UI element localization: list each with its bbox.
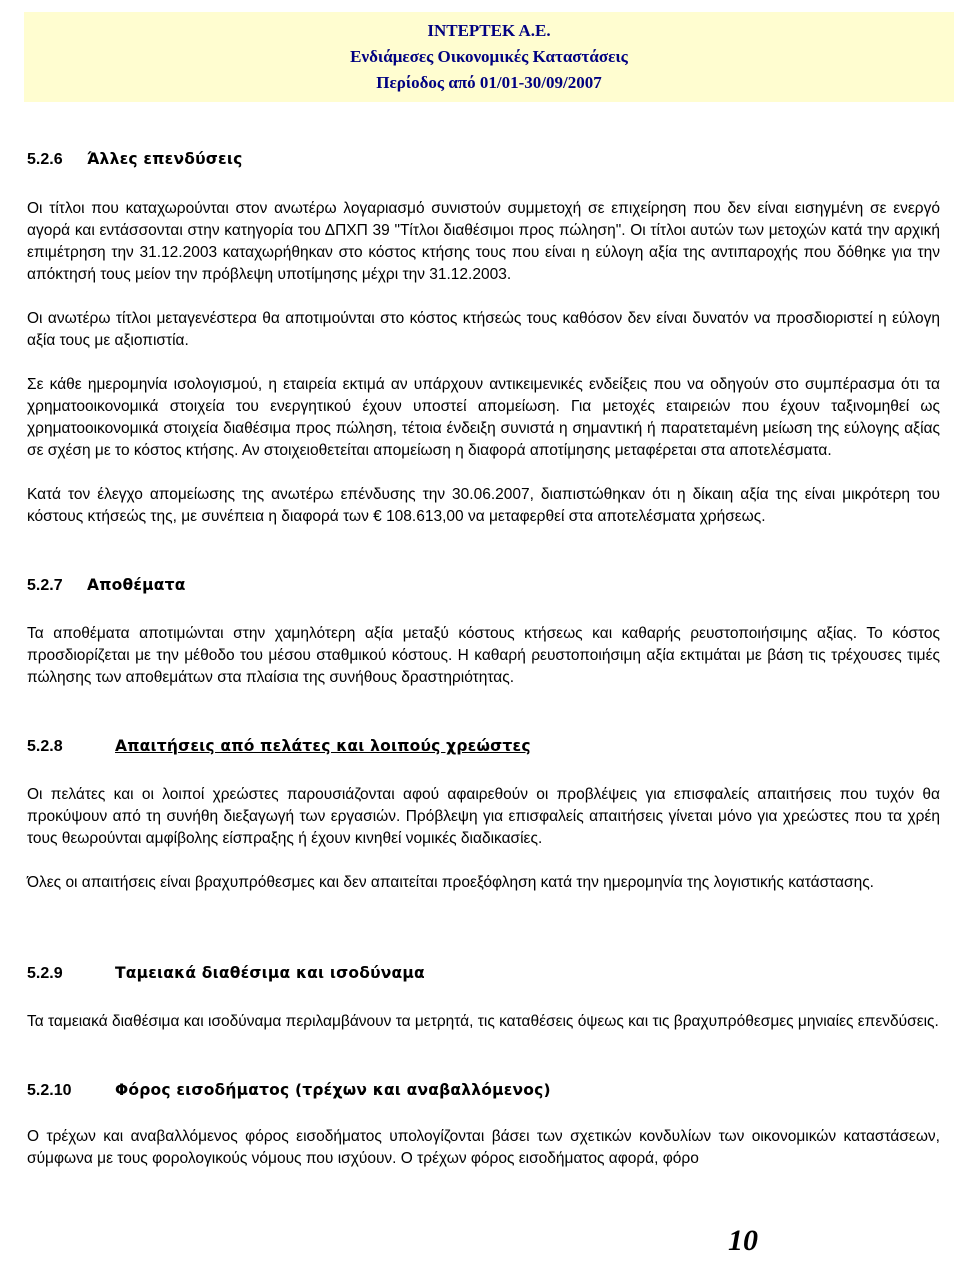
paragraph: Τα αποθέματα αποτιμώνται στην χαμηλότερη αξία μεταξύ κόστους κτήσεως και καθαρής ρευστοποιήσιμης αξίας. Το κόστος προσδιορίζεται με την μέθοδο του μέσου σταθμικού κόστους. Η καθαρή ρευστοποιήσιμη αξία εκτιμάται με βάση τις τρέχουσες τιμές πώλησης των αποθεμάτων στα πλαίσια της συνήθους δραστηριότητας.: [27, 625, 940, 686]
page-number: 10: [728, 1224, 758, 1257]
section-heading: [27, 962, 940, 985]
section-number: 5.2.10: [27, 1082, 72, 1099]
section-number: 5.2.7: [27, 577, 63, 594]
section-heading: [27, 574, 940, 597]
paragraph: Ο τρέχων και αναβαλλόμενος φόρος εισοδήματος υπολογίζονται βάσει των σχετικών κονδυλίων των οικονομικών καταστάσεων, σύμφωνα με τους φορολογικούς νόμους που ισχύουν. Ο τρέχων φόρος εισοδήματος αφορά, φόρο: [27, 1128, 940, 1167]
section-title: Άλλες επενδύσεις: [87, 150, 243, 168]
paragraph: Σε κάθε ημερομηνία ισολογισμού, η εταιρεία εκτιμά αν υπάρχουν αντικειμενικές ενδείξεις που να οδηγούν στο συμπέρασμα ότι τα χρηματοοικονομικά στοιχεία του ενεργητικού έχουν υποστεί απομείωση. Για μετοχές εταιρειών που έχουν ταξινομηθεί ως χρηματοοικονομικά στοιχεία διαθέσιμα προς πώληση, τέτοια ένδειξη συνιστά η σημαντική ή παρατεταμένη μείωση της εύλογης αξίας σε σχέση με το κόστος κτήσης. Αν στοιχειοθετείται απομείωση η διαφορά αποτίμησης μεταφέρεται στα αποτελέσματα.: [27, 376, 940, 459]
period-label: Περίοδος από 01/01-30/09/2007: [376, 73, 602, 92]
section-title: Αποθέματα: [87, 576, 186, 594]
paragraph: Οι ανωτέρω τίτλοι μεταγενέστερα θα αποτιμούνται στο κόστος κτήσεώς τους καθόσον δεν είναι δυνατόν να προσδιοριστεί η εύλογη αξία τους με αξιοπιστία.: [27, 310, 940, 349]
section-heading: [27, 735, 940, 758]
paragraph: Οι τίτλοι που καταχωρούνται στον ανωτέρω λογαριασμό συνιστούν συμμετοχή σε επιχείρηση που δεν είναι εισηγμένη σε ενεργό αγορά και εντάσσονται στην κατηγορία του ΔΠΧΠ 39 "Τίτλοι διαθέσιμοι προς πώληση". Οι τίτλοι αυτών των μετοχών κατά την αρχική επιμέτρηση την 31.12.2003 καταχωρήθηκαν στο κόστος κτήσης τους που είναι η εύλογη αξία της αντιπαροχής που δόθηκε για την απόκτησή τους μείον την πρόβλεψη υποτίμησης μέχρι την 31.12.2003.: [27, 200, 940, 283]
document-header: [24, 12, 954, 102]
section-heading: [27, 1079, 940, 1102]
section-title: Φόρος εισοδήματος (τρέχων και αναβαλλόμενος): [115, 1081, 551, 1099]
section-number: 5.2.9: [27, 965, 63, 982]
paragraph: Όλες οι απαιτήσεις είναι βραχυπρόθεσμες και δεν απαιτείται προεξόφληση κατά την ημερομηνία της λογιστικής κατάστασης.: [27, 874, 874, 891]
page-content: [27, 148, 940, 1170]
paragraph: Τα ταμειακά διαθέσιμα και ισοδύναμα περιλαμβάνουν τα μετρητά, τις καταθέσεις όψεως και τις βραχυπρόθεσμες μηνιαίες επενδύσεις.: [27, 1013, 939, 1030]
company-name: INTEPTEK A.E.: [427, 21, 551, 40]
section-number: 5.2.8: [27, 738, 63, 755]
document-title: Ενδιάμεσες Οικονομικές Καταστάσεις: [350, 47, 628, 66]
section-number: 5.2.6: [27, 151, 63, 168]
paragraph: Κατά τον έλεγχο απομείωσης της ανωτέρω επένδυσης την 30.06.2007, διαπιστώθηκαν ότι η δίκαιη αξία της είναι μικρότερη του κόστους κτήσεώς της, με συνέπεια η διαφορά των € 108.613,00 να μεταφερθεί στα αποτελέσματα χρήσεως.: [27, 486, 940, 525]
section-heading: [27, 148, 940, 171]
section-title: Ταμειακά διαθέσιμα και ισοδύναμα: [115, 964, 425, 982]
paragraph: Οι πελάτες και οι λοιποί χρεώστες παρουσιάζονται αφού αφαιρεθούν οι προβλέψεις για επισφαλείς απαιτήσεις που τυχόν θα προκύψουν από τη συνήθη διεξαγωγή των εργασιών. Πρόβλεψη για επισφαλείς απαιτήσεις γίνεται μόνο για χρεώστες που τα χρέη τους θεωρούνται αμφίβολης είσπραξης ή έχουν κινηθεί νομικές διαδικασίες.: [27, 786, 940, 847]
section-title: Απαιτήσεις από πελάτες και λοιπούς χρεώστες: [115, 737, 531, 755]
